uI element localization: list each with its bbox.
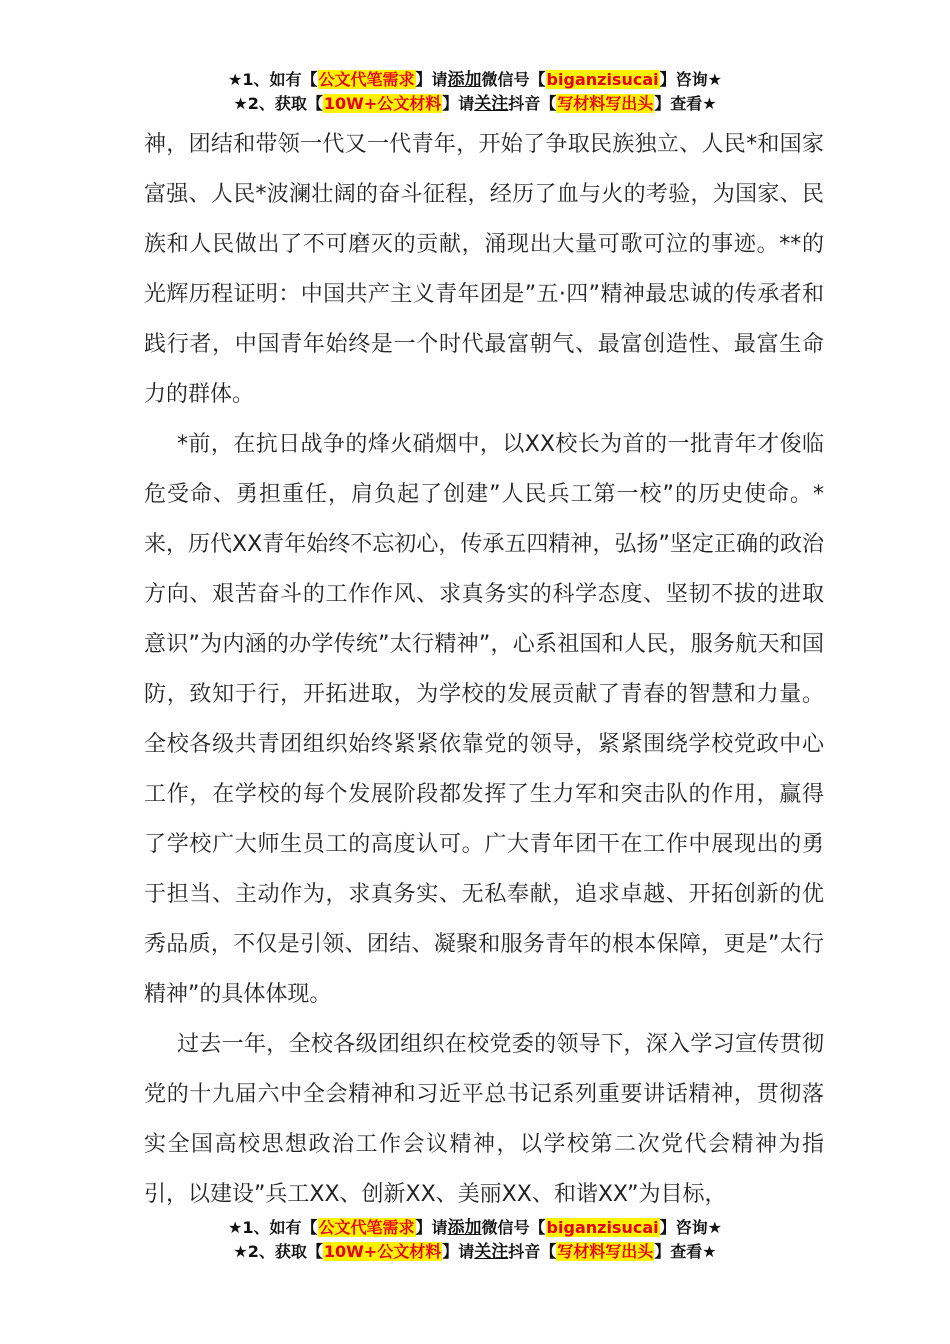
footer-line-1 (0, 1216, 950, 1240)
footer-line-1-mid2: 微信号【 (481, 1218, 546, 1237)
banner-line-2-highlight-materials: 10W+公文材料 (323, 94, 442, 113)
banner-line-1-mid: 】请 (415, 70, 448, 89)
banner-line-1-wechat-id: biganzisucai (546, 70, 659, 89)
paragraph-3: 过去一年，全校各级团组织在校党委的领导下，深入学习宣传贯彻党的十九届六中全会精神和习近平总书记系列重要讲话精神，贯彻落实全国高校思想政治工作会议精神，以学校第二次党代会精神为指引，以建设”兵工XX、创新XX、美丽XX、和谐XX”为目标， (144, 1032, 824, 1207)
footer-line-1-emphasis: 添加 (447, 1218, 482, 1238)
banner-line-1-emphasis: 添加 (447, 70, 482, 90)
footer-line-2-suffix: 】查看★ (654, 1242, 717, 1261)
footer-line-1-prefix: ★1、如有【 (228, 1218, 318, 1237)
banner-line-1-prefix: ★1、如有【 (228, 70, 318, 89)
footer-line-2-douyin-account: 写材料写出头 (557, 1242, 654, 1261)
footer-line-2-highlight-materials: 10W+公文材料 (323, 1242, 442, 1261)
paragraph-1: 神，团结和带领一代又一代青年，开始了争取民族独立、人民*和国家富强、人民*波澜壮阔的奋斗征程，经历了血与火的考验，为国家、民族和人民做出了不可磨灭的贡献，涌现出大量可歌可泣的事迹。**的光辉历程证明：中国共产主义青年团是”五·四”精神最忠诚的传承者和践行者，中国青年始终是一个时代最富朝气、最富创造性、最富生命力的群体。 (144, 132, 824, 407)
footer-line-1-wechat-id: biganzisucai (546, 1218, 659, 1237)
footer-banner (0, 1216, 950, 1264)
banner-line-2-mid2: 抖音【 (508, 94, 557, 113)
banner-line-1-highlight-service: 公文代笔需求 (318, 70, 415, 89)
banner-line-2-emphasis: 关注 (474, 94, 509, 114)
footer-line-1-highlight-service: 公文代笔需求 (318, 1218, 415, 1237)
footer-line-2-mid2: 抖音【 (508, 1242, 557, 1261)
footer-line-2-mid: 】请 (442, 1242, 475, 1261)
footer-line-2-prefix: ★2、获取【 (233, 1242, 323, 1261)
paragraph-2: *前，在抗日战争的烽火硝烟中，以XX校长为首的一批青年才俊临危受命、勇担重任，肩负起了创建”人民兵工第一校”的历史使命。*来，历代XX青年始终不忘初心，传承五四精神，弘扬”坚定正确的政治方向、艰苦奋斗的工作作风、求真务实的科学态度、坚韧不拔的进取意识”为内涵的办学传统”太行精神”，心系祖国和人民，服务航天和国防，致知于行，开拓进取，为学校的发展贡献了青春的智慧和力量。全校各级共青团组织始终紧紧依靠党的领导，紧紧围绕学校党政中心工作，在学校的每个发展阶段都发挥了生力军和突击队的作用，赢得了学校广大师生员工的高度认可。广大青年团干在工作中展现出的勇于担当、主动作为，求真务实、无私奉献，追求卓越、开拓创新的优秀品质，不仅是引领、团结、凝聚和服务青年的根本保障，更是”太行精神”的具体体现。 (144, 432, 824, 1007)
banner-line-2 (0, 92, 950, 116)
banner-line-1-mid2: 微信号【 (481, 70, 546, 89)
footer-line-1-suffix: 】咨询★ (659, 1218, 722, 1237)
banner-line-2-douyin-account: 写材料写出头 (557, 94, 654, 113)
footer-line-1-mid: 】请 (415, 1218, 448, 1237)
banner-line-1 (0, 68, 950, 92)
document-body (144, 120, 824, 1220)
banner-line-1-suffix: 】咨询★ (659, 70, 722, 89)
footer-line-2 (0, 1240, 950, 1264)
footer-line-2-emphasis: 关注 (474, 1242, 509, 1262)
banner-line-2-suffix: 】查看★ (654, 94, 717, 113)
banner-line-2-prefix: ★2、获取【 (233, 94, 323, 113)
banner-line-2-mid: 】请 (442, 94, 475, 113)
header-banner (0, 68, 950, 116)
